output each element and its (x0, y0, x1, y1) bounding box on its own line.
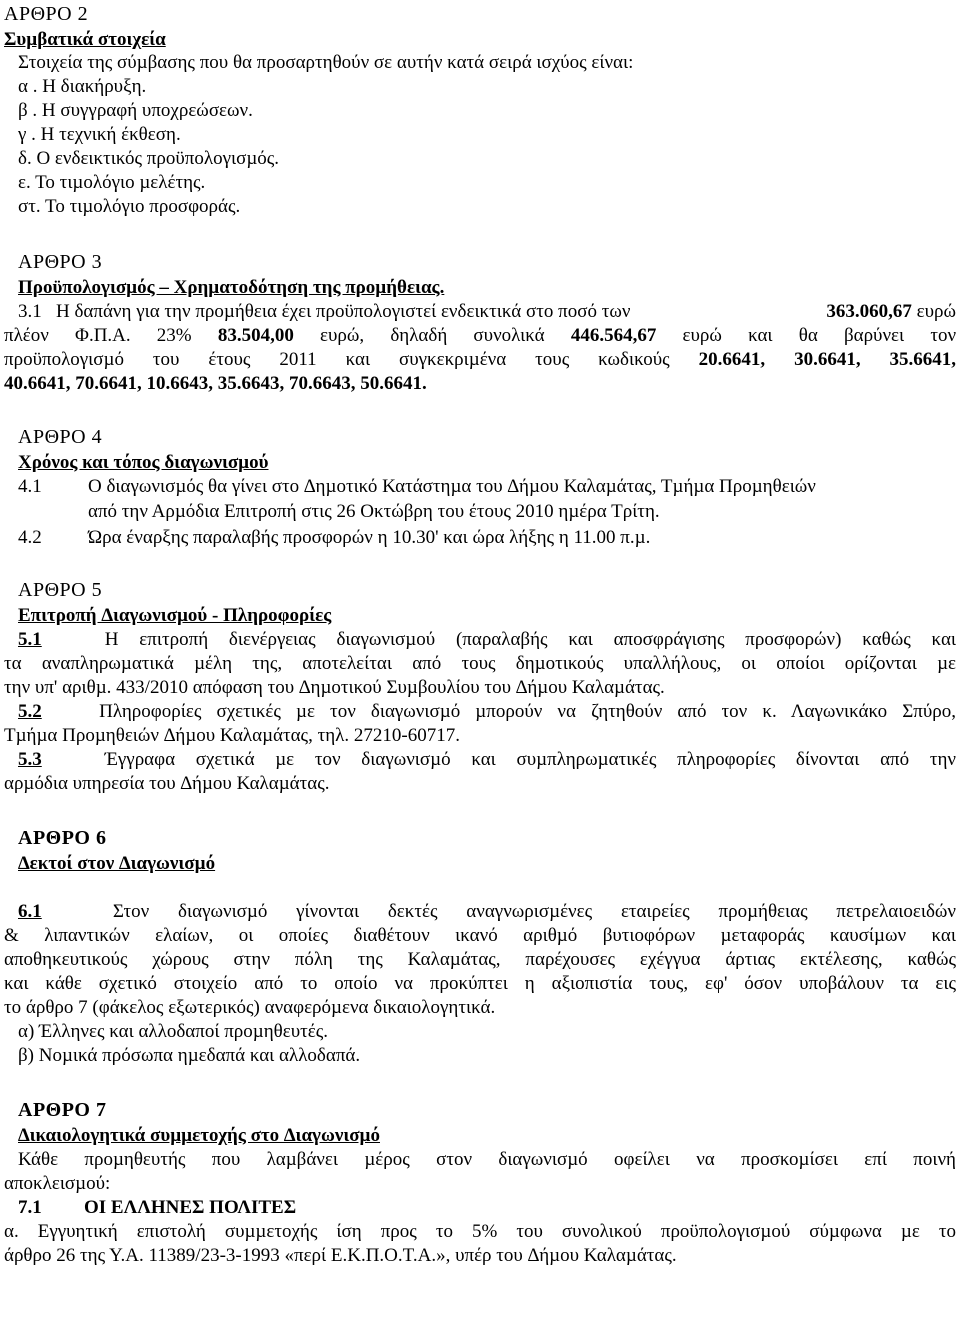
codes-intro: προϋπολογισµό του έτους 2011 και συγκεκριµένα τους κωδικούς (4, 349, 670, 370)
paragraph-text: Η επιτροπή διενέργειας διαγωνισµού (παραλαβής και αποσφράγισης προσφορών) καθώς και (104, 629, 957, 650)
paragraph-number: 6.1 (18, 901, 42, 922)
amount-vat: 83.504,00 (217, 325, 294, 346)
article-2-intro: Στοιχεία της σύµβασης που θα προσαρτηθούν σε αυτήν κατά σειρά ισχύος είναι: (18, 52, 634, 73)
article-3-paragraph-line-1 (18, 300, 956, 324)
paragraph-text: και κάθε σχετικό στοιχείο από το οποίο να προκύπτει η αξιοπιστία τους, εφ' όσον υποβάλουν τα εις (4, 973, 956, 994)
article-6-title: ΑΡΘΡΟ 6 (18, 827, 107, 849)
paragraph-text: το άρθρο 7 (φάκελος εξωτερικός) αναφερόµενα δικαιολογητικά. (4, 997, 496, 1018)
paragraph-text: Στον διαγωνισµό γίνονται δεκτές αναγνωρισµένες εταιρείες προµήθειας πετρελαιοειδών (112, 901, 957, 922)
paragraph-text: Κάθε προµηθευτής που λαµβάνει µέρος στον διαγωνισµό οφείλει να προσκοµίσει επί ποινή (18, 1149, 956, 1170)
list-item: δ. Ο ενδεικτικός προϋπολογισµός. (18, 148, 280, 169)
article-4-title: ΑΡΘΡΟ 4 (18, 426, 103, 448)
budget-codes: 20.6641, 30.6641, 35.6641, (698, 349, 957, 370)
paragraph-text: την υπ' αριθµ. 433/2010 απόφαση του ∆ηµοτικού Συµβουλίου του ∆ήµου Καλαµάτας. (4, 677, 665, 698)
paragraph-number: 3.1 (18, 301, 42, 322)
paragraph-text: τα αναπληρωµατικά µέλη της, αποτελείται από τους δηµοτικούς υπαλλήλους, οι οποίοι ορίζονται µε (4, 653, 956, 674)
paragraph-text: Πληροφορίες σχετικές µε τον διαγωνισµό µπορούν να ζητηθούν από τον κ. Λαγωνικάκο Σπύρο, (99, 701, 956, 722)
paragraph-number: 4.1 (18, 476, 42, 497)
amount-total: 446.564,67 (570, 325, 657, 346)
vat-text: πλέον Φ.Π.Α. 23% (4, 325, 192, 346)
budget-text: ευρώ και θα βαρύνει τον (682, 325, 957, 346)
paragraph-number: 5.1 (18, 629, 42, 650)
article-2-heading: Συµβατικά στοιχεία (4, 29, 166, 50)
subsection-title: ΟΙ ΕΛΛΗΝΕΣ ΠΟΛΙΤΕΣ (84, 1197, 297, 1218)
article-5-title: ΑΡΘΡΟ 5 (18, 579, 103, 601)
article-3-paragraph-line-3 (4, 348, 956, 372)
currency-label: ευρώ (916, 301, 956, 322)
list-item: β . Η συγγραφή υποχρεώσεων. (18, 100, 253, 121)
subsection-number: 7.1 (18, 1197, 42, 1218)
article-3-paragraph-line-2 (4, 324, 956, 348)
article-3-heading: Προϋπολογισµός – Χρηµατοδότηση της προµήθειας. (18, 277, 445, 298)
article-5-p2-line-1 (18, 700, 956, 724)
article-6-p1-line-1 (18, 900, 956, 924)
paragraph-text: Ώρα έναρξης παραλαβής προσφορών η 10.30' και ώρα λήξης η 11.00 π.µ. (88, 527, 651, 548)
paragraph-text: από την Αρµόδια Επιτροπή στις 26 Οκτώβρη του έτους 2010 ηµέρα Τρίτη. (88, 501, 660, 522)
article-5-heading: Επιτροπή ∆ιαγωνισµού - Πληροφορίες (18, 605, 332, 626)
paragraph-text: & λιπαντικών ελαίων, οι οποίες διαθέτουν ικανό αριθµό βυτιοφόρων µεταφοράς καυσίµων και (4, 925, 956, 946)
paragraph-number: 4.2 (18, 527, 42, 548)
article-5-p3-line-1 (18, 748, 956, 772)
paragraph-text: Τµήµα Προµηθειών ∆ήµου Καλαµάτας, τηλ. 27210-60717. (4, 725, 460, 746)
list-item: β) Νοµικά πρόσωπα ηµεδαπά και αλλοδαπά. (18, 1045, 361, 1066)
article-5-p1-line-1 (18, 628, 956, 652)
article-4-heading: Χρόνος και τόπος διαγωνισµού (18, 452, 269, 473)
amount-net: 363.060,67 (826, 301, 912, 322)
total-text: ευρώ, δηλαδή συνολικά (320, 325, 545, 346)
list-item: γ . Η τεχνική έκθεση. (18, 124, 181, 145)
article-6-heading: ∆εκτοί στον ∆ιαγωνισµό (18, 853, 216, 874)
article-2-title: ΑΡΘΡΟ 2 (4, 3, 89, 25)
paragraph-text: Η δαπάνη για την προµήθεια έχει προϋπολογιστεί ενδεικτικά στο ποσό των (56, 301, 631, 322)
list-item: α) Έλληνες και αλλοδαποί προµηθευτές. (18, 1021, 329, 1042)
budget-codes-continued: 40.6641, 70.6641, 10.6643, 35.6643, 70.6643, 50.6641. (4, 373, 427, 394)
paragraph-text: Έγγραφα σχετικά µε τον διαγωνισµό και συµπληρωµατικές πληροφορίες δίνονται από την (104, 749, 956, 770)
article-3-title: ΑΡΘΡΟ 3 (18, 251, 103, 273)
list-item: στ. Το τιµολόγιο προσφοράς. (18, 196, 241, 217)
paragraph-number: 5.3 (18, 749, 42, 770)
paragraph-text: άρθρο 26 της Υ.Α. 11389/23-3-1993 «περί Ε.Κ.Π.Ο.Τ.Α.», υπέρ του ∆ήµου Καλαµάτας. (4, 1245, 677, 1266)
paragraph-text: αρµόδια υπηρεσία του ∆ήµου Καλαµάτας. (4, 773, 330, 794)
paragraph-text: α. Εγγυητική επιστολή συµµετοχής ίση προς το 5% του συνολικού προϋπολογισµού σύµφωνα µε το (4, 1221, 956, 1242)
paragraph-text: αποκλεισµού: (4, 1173, 111, 1194)
article-7-title: ΑΡΘΡΟ 7 (18, 1099, 107, 1121)
list-item: ε. Το τιµολόγιο µελέτης. (18, 172, 206, 193)
paragraph-text: Ο διαγωνισµός θα γίνει στο ∆ηµοτικό Κατάστηµα του ∆ήµου Καλαµάτας, Τµήµα Προµηθειών (88, 476, 816, 497)
paragraph-number: 5.2 (18, 701, 42, 722)
paragraph-text: αποθηκευτικούς χώρους στην πόλη της Καλαµάτας, παρέχουσες εχέγγυα άρτιας εκτέλεσης, καθώς (4, 949, 956, 970)
list-item: α . Η διακήρυξη. (18, 76, 147, 97)
article-7-heading: ∆ικαιολογητικά συµµετοχής στο ∆ιαγωνισµό (18, 1125, 380, 1146)
